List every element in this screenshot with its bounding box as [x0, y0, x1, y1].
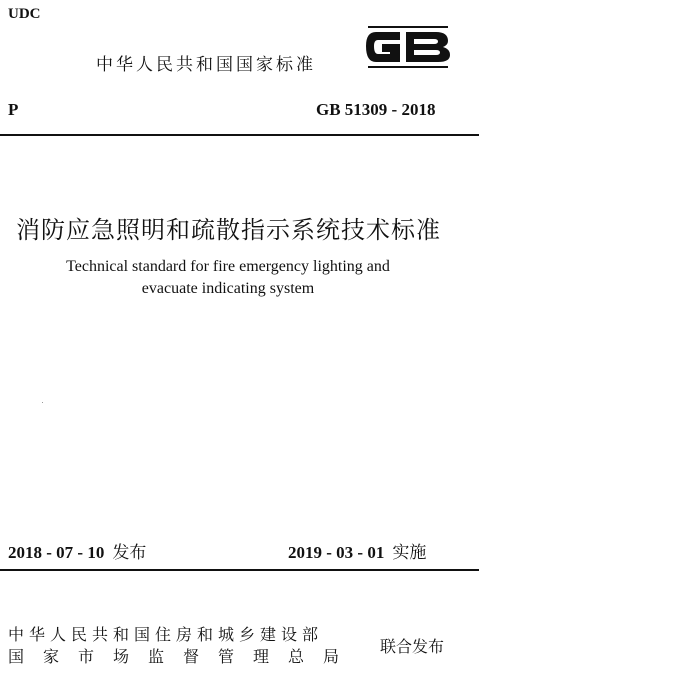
issue-label: 发布: [112, 543, 147, 563]
effective-date-block: [288, 538, 426, 563]
joint-issue-label: 联合发布: [380, 637, 445, 656]
bottom-divider: [0, 569, 479, 571]
title-english-line1: Technical standard for fire emergency lighting and: [66, 258, 390, 275]
standard-number: GB 51309 - 2018: [316, 100, 436, 119]
udc-label: UDC: [8, 6, 41, 22]
issuer-line1: 中华人民共和国住房和城乡建设部: [8, 625, 324, 644]
classification-code: P: [8, 100, 19, 119]
issuing-authorities: [8, 624, 358, 668]
title-english: [40, 256, 416, 300]
issue-date-block: [8, 538, 146, 563]
issuer-line2: 国家市场监督管理总局: [8, 647, 359, 666]
title-chinese: 消防应急照明和疏散指示系统技术标准: [16, 216, 441, 244]
effective-date: 2019 - 03 - 01: [288, 543, 385, 562]
top-divider: [0, 134, 479, 136]
national-standard-heading: 中华人民共和国国家标准: [96, 55, 316, 75]
speck: [42, 402, 43, 403]
effective-label: 实施: [392, 543, 427, 563]
title-english-line2: evacuate indicating system: [141, 280, 315, 297]
issue-date: 2018 - 07 - 10: [8, 543, 105, 562]
gb-logo: [362, 20, 454, 72]
